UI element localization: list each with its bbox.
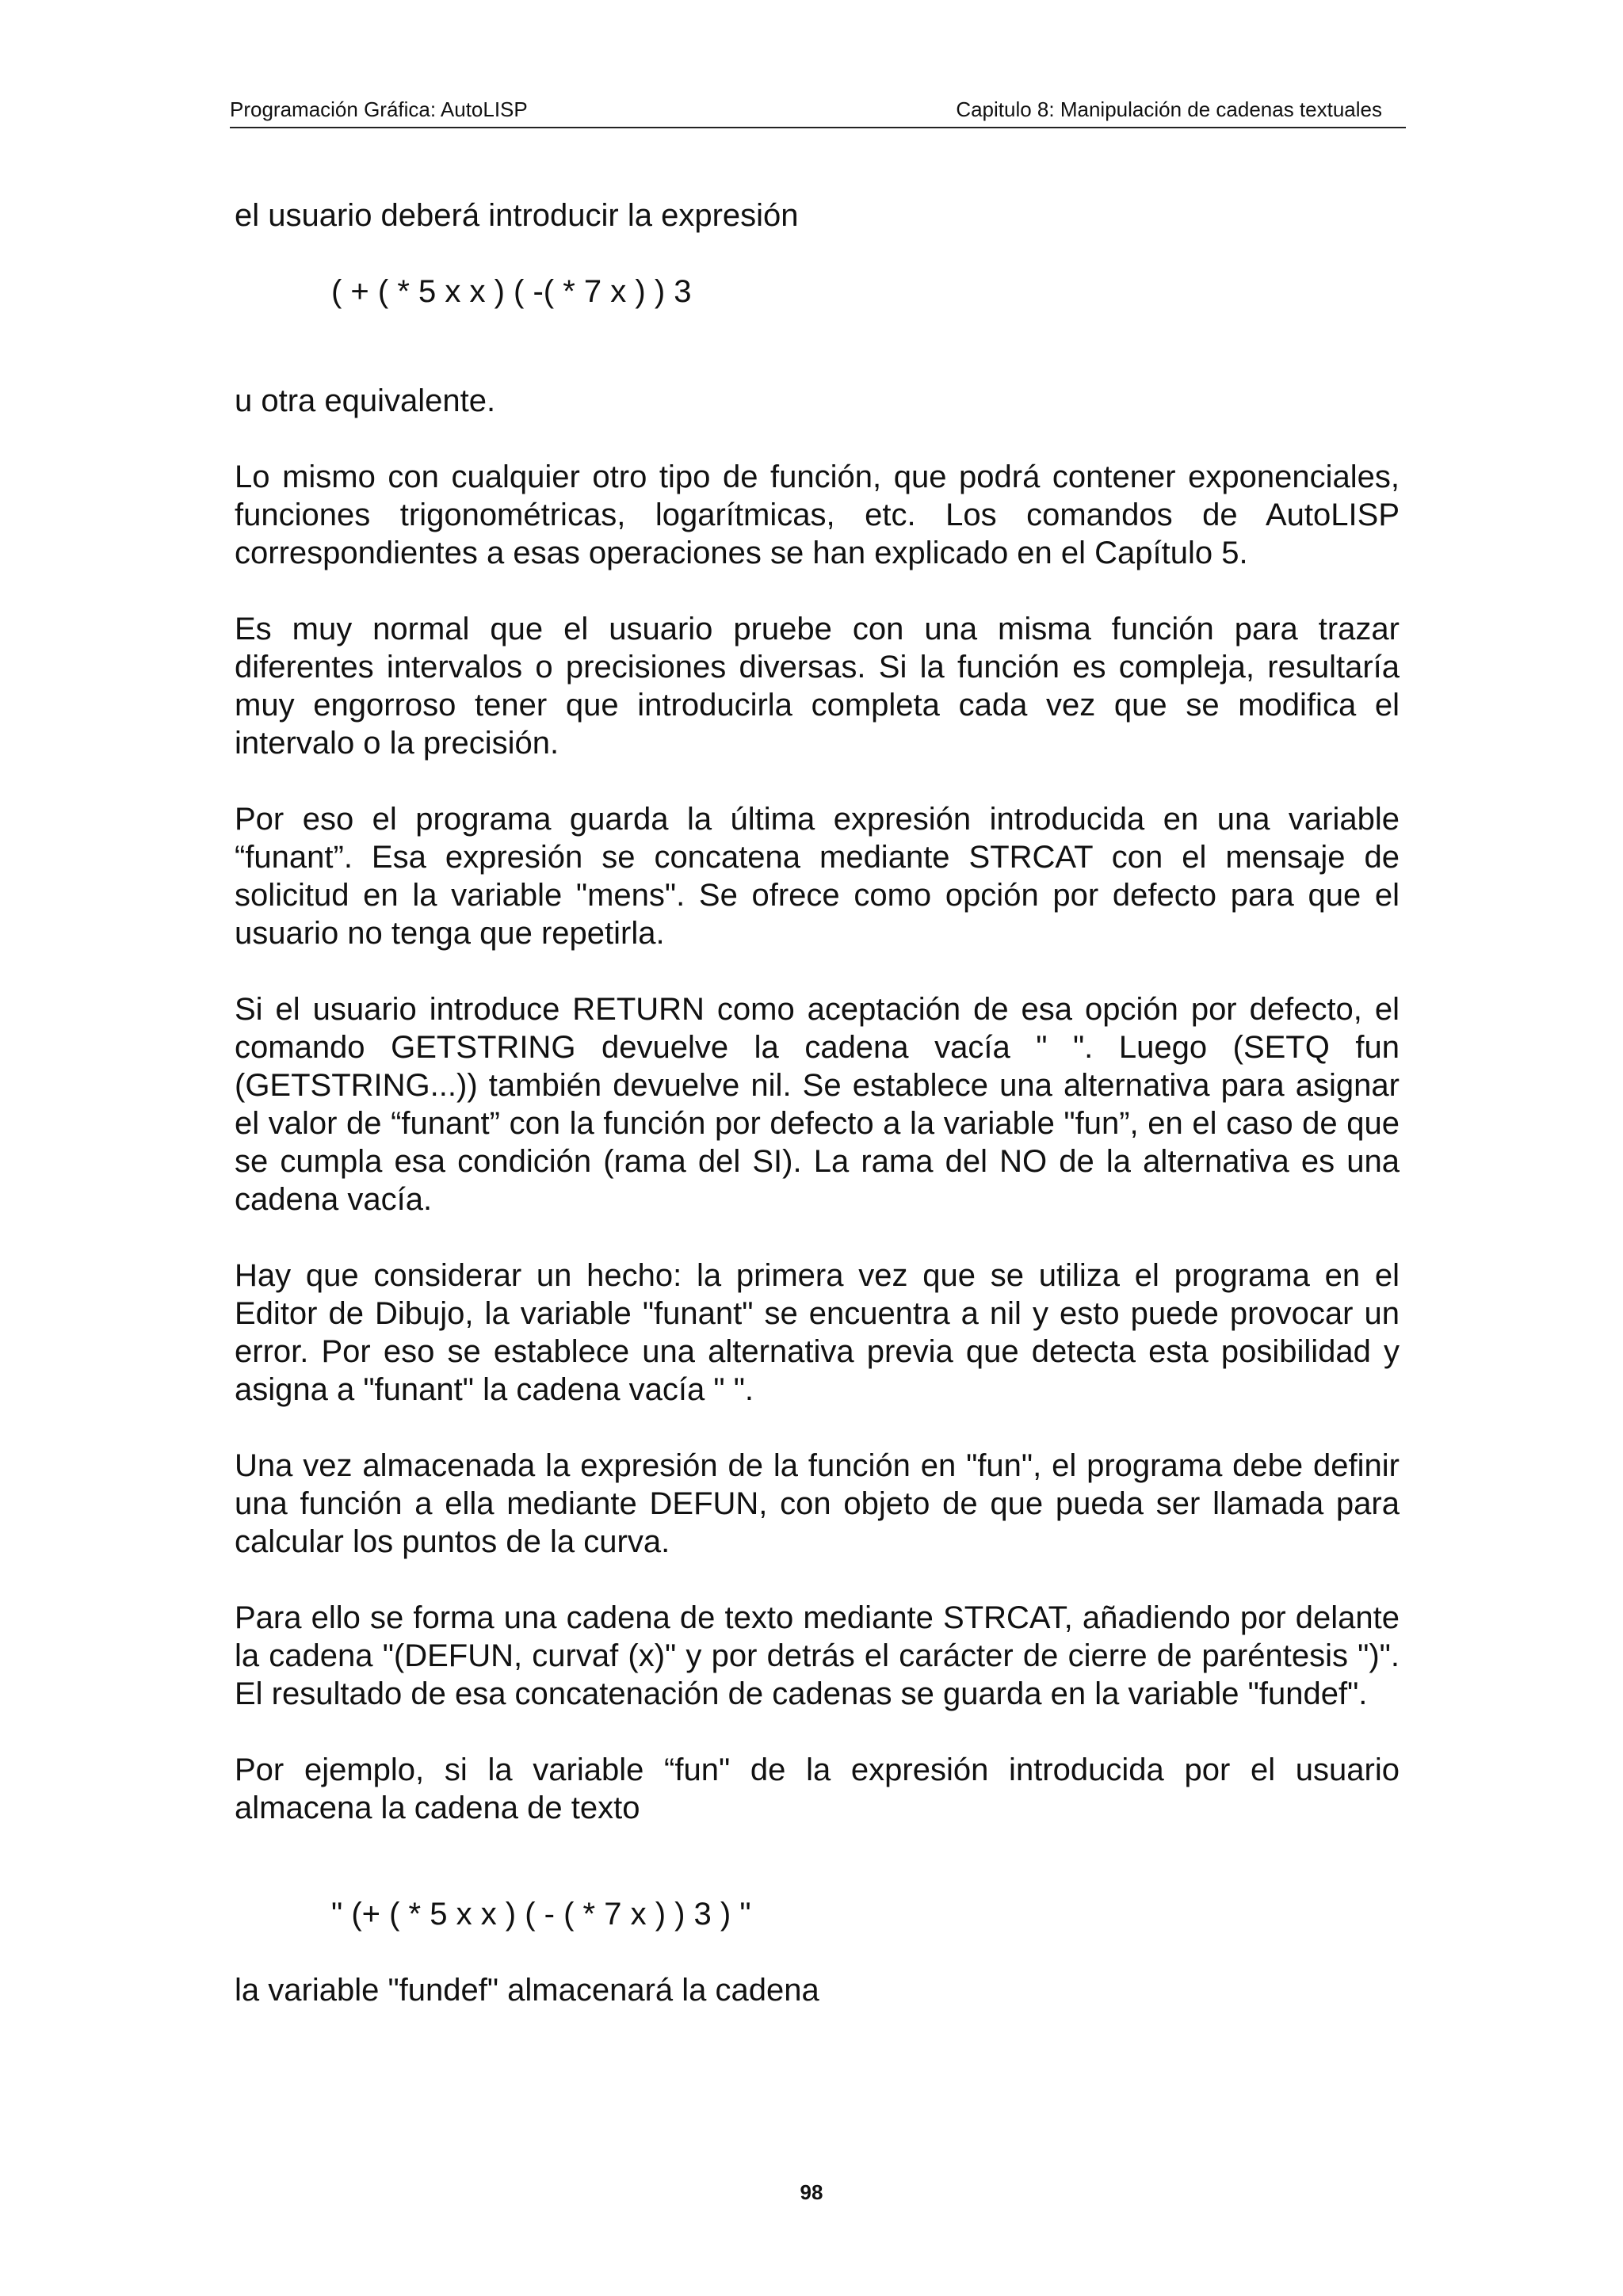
page-header — [230, 93, 1406, 128]
paragraph-other-functions: Lo mismo con cualquier otro tipo de función, que podrá contener exponenciales, funciones trigonométricas, logarítmicas, etc. Los comandos de AutoLISP correspondientes a esas operaciones se han explicado en el Capítulo 5. — [235, 460, 1400, 570]
code-expression-2: " (+ ( * 5 x x ) ( - ( * 7 x ) ) 3 ) " — [331, 1897, 751, 1932]
paragraph-equivalent: u otra equivalente. — [235, 383, 496, 418]
paragraph-strcat: Para ello se forma una cadena de texto mediante STRCAT, añadiendo por delante la cadena "(DEFUN, curvaf (x)" y por detrás el carácter de cierre de paréntesis ")". El resultado de esa concatenación de cadenas se guarda en la variable "fundef". — [235, 1600, 1400, 1711]
paragraph-user-tries: Es muy normal que el usuario pruebe con una misma función para trazar diferentes intervalos o precisiones diversas. Si la función es compleja, resultaría muy engorroso tener que introducirla completa cada vez que se modifica el intervalo o la precisión. — [235, 612, 1400, 761]
paragraph-return: Si el usuario introduce RETURN como aceptación de esa opción por defecto, el comando GETSTRING devuelve la cadena vacía " ". Luego (SETQ fun (GETSTRING...)) también devuelve nil. Se establece una alternativa para asignar el valor de “funant” con la función por defecto a la variable "fun”, en el caso de que se cumpla esa condición (rama del SI). La rama del NO de la alternativa es una cadena vacía. — [235, 992, 1400, 1217]
paragraph-defun: Una vez almacenada la expresión de la función en "fun", el programa debe definir una función a ella mediante DEFUN, con objeto de que pueda ser llamada para calcular los puntos de la curva. — [235, 1448, 1400, 1559]
paragraph-funant: Por eso el programa guarda la última expresión introducida en una variable “funant”. Esa expresión se concatena mediante STRCAT con el mensaje de solicitud en la variable "mens". Se ofrece como opción por defecto para que el usuario no tenga que repetirla. — [235, 802, 1400, 951]
paragraph-fundef: la variable "fundef" almacenará la cadena — [235, 1973, 819, 2008]
paragraph-first-time: Hay que considerar un hecho: la primera vez que se utiliza el programa en el Editor de Dibujo, la variable "funant" se encuentra a nil y esto puede provocar un error. Por eso se establece una alternativa previa que detecta esta posibilidad y asigna a "funant" la cadena vacía " ". — [235, 1258, 1400, 1407]
header-book-title: Programación Gráfica: AutoLISP — [230, 97, 528, 121]
header-chapter-title: Capitulo 8: Manipulación de cadenas textuales — [956, 97, 1382, 121]
paragraph-example: Por ejemplo, si la variable “fun" de la expresión introducida por el usuario almacena la cadena de texto — [235, 1753, 1400, 1825]
page-number: 98 — [800, 2180, 823, 2204]
paragraph-intro: el usuario deberá introducir la expresión — [235, 198, 799, 233]
page-content — [235, 190, 1400, 2009]
code-expression-1: ( + ( * 5 x x ) ( -( * 7 x ) ) 3 — [331, 274, 692, 309]
